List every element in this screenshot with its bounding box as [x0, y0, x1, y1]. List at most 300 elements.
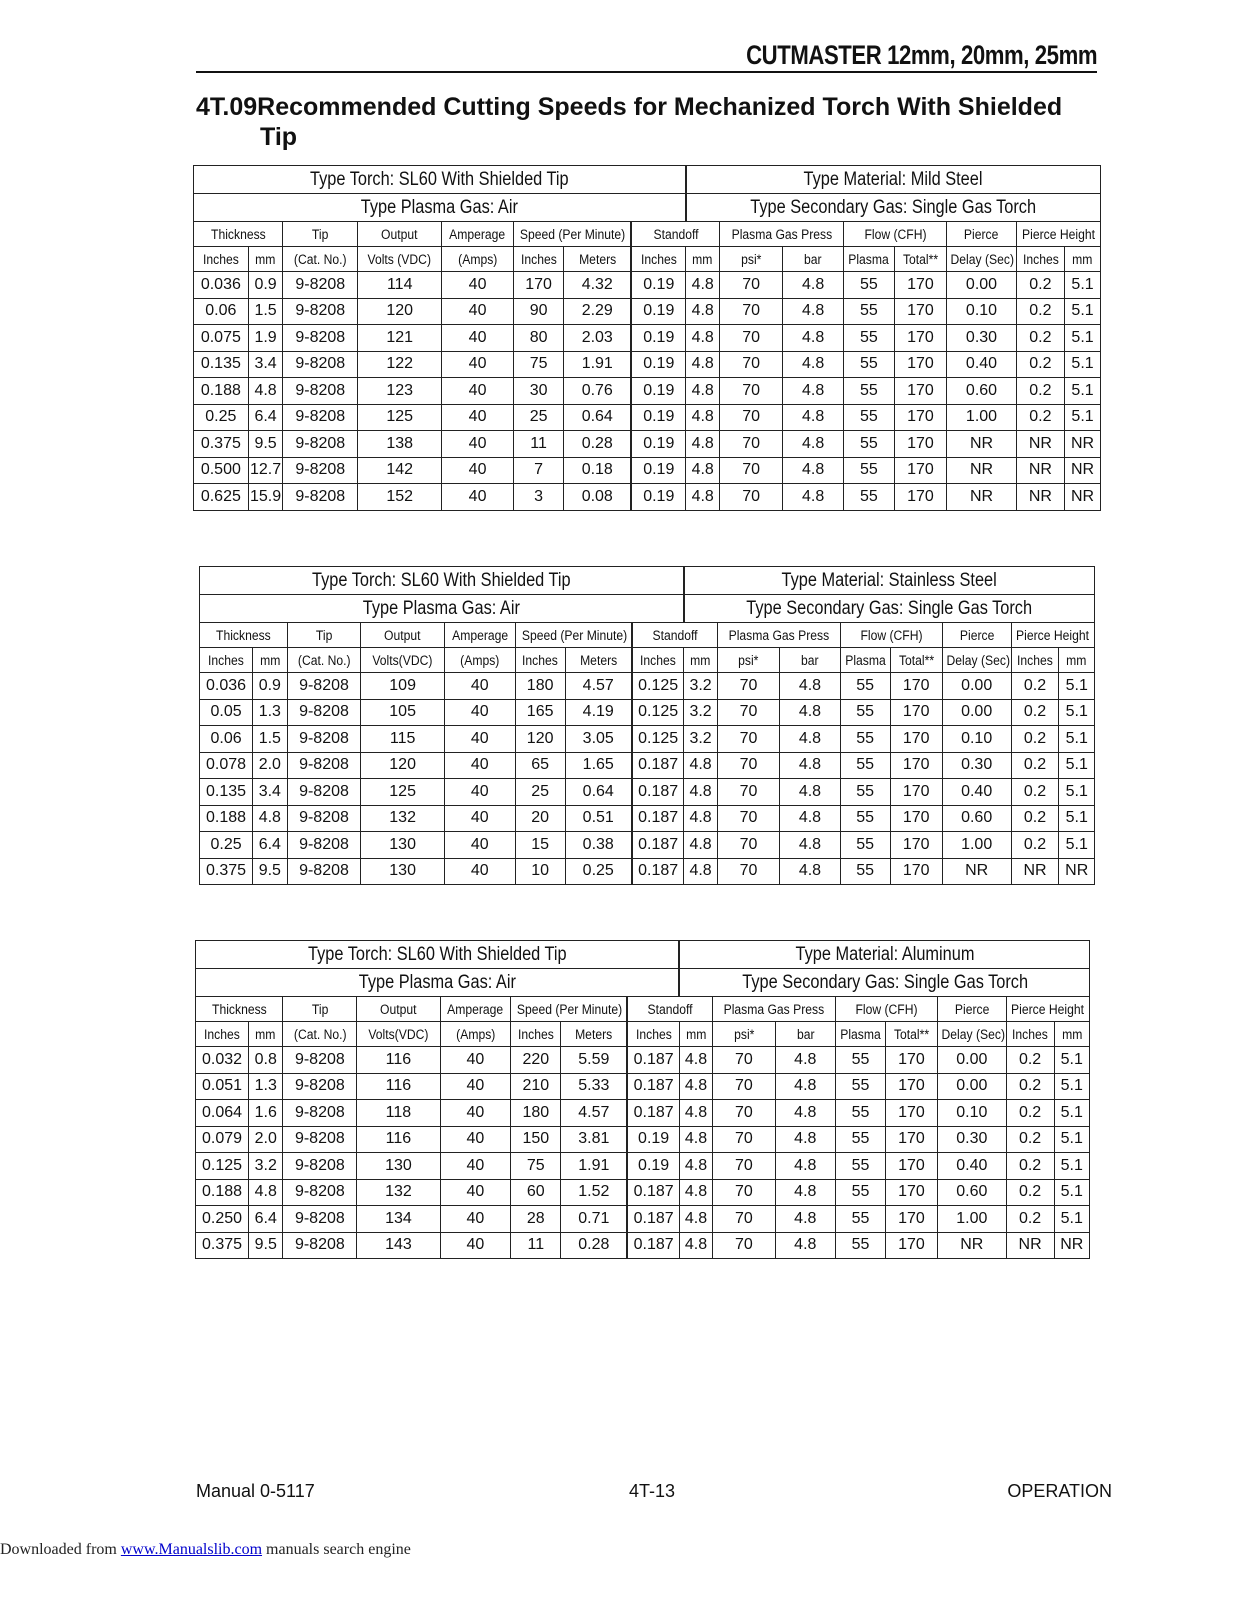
table-cell	[1016, 484, 1064, 511]
table-cell	[686, 351, 720, 378]
secondary-gas-cell	[684, 595, 1095, 623]
table-cell	[564, 484, 631, 511]
table-cell	[561, 1126, 628, 1153]
table-cell	[283, 1100, 357, 1127]
table-cell-text: 0.187	[633, 1103, 674, 1121]
table-cell	[679, 1073, 712, 1100]
table-cell-text: 180	[526, 676, 554, 694]
table-cell-text: 55	[860, 408, 878, 426]
column-sub-header-text: mm	[692, 251, 713, 267]
table-cell-text: 70	[735, 1103, 753, 1121]
column-sub-header	[358, 247, 442, 272]
table-cell	[627, 1073, 679, 1100]
column-sub-header	[283, 1022, 357, 1047]
table-cell-text: 0.2	[1023, 703, 1047, 721]
table-cell-text: 5.1	[1060, 1077, 1083, 1095]
table-cell-text: 55	[856, 703, 875, 721]
table-cell-text: 170	[902, 835, 930, 853]
column-sub-header-text: Inches	[202, 251, 239, 267]
table-cell-text: 0.2	[1018, 1156, 1042, 1174]
table-cell-text: 4.8	[691, 381, 714, 399]
table-cell-text: 6.4	[258, 835, 281, 853]
table-cell	[444, 805, 515, 832]
table-row	[200, 858, 1095, 885]
table-cell	[890, 673, 942, 700]
table-cell-text: 0.05	[210, 703, 242, 721]
table-cell-text: 70	[735, 1130, 753, 1148]
header-title: CUTMASTER 12mm, 20mm, 25mm	[745, 40, 1097, 70]
header-rule	[196, 71, 1097, 73]
table-cell-text: 9-8208	[295, 302, 346, 320]
table-cell-text: 9.5	[254, 434, 277, 452]
cutting-speed-table-aluminum	[195, 940, 1090, 1259]
table-cell-text: 170	[907, 461, 934, 479]
table-cell	[844, 272, 895, 299]
table-cell	[885, 1126, 937, 1153]
table-cell	[686, 325, 720, 352]
table-cell	[835, 1047, 885, 1074]
table-cell-text: 9.5	[254, 1236, 277, 1254]
table-cell-text: 0.2	[1018, 1050, 1042, 1068]
plasma-gas-cell-text: Type Plasma Gas: Air	[362, 597, 521, 619]
table-cell-text: 170	[898, 1209, 925, 1227]
table-cell	[249, 1153, 283, 1180]
table-cell	[885, 1179, 937, 1206]
column-sub-header	[511, 1022, 561, 1047]
table-cell	[840, 673, 890, 700]
table-cell-text: 4.8	[802, 408, 825, 426]
table-cell	[283, 404, 358, 431]
column-sub-header-text: Delay (Sec)	[941, 1026, 1005, 1042]
table-cell	[283, 378, 358, 405]
manualslib-link[interactable]: www.Manualslib.com	[120, 1541, 263, 1558]
section-title-line1: Recommended Cutting Speeds for Mechanized Torch With Shielded	[257, 93, 1063, 121]
table-cell-text: 4.8	[258, 809, 281, 827]
table-cell-text: 0.2	[1023, 782, 1047, 800]
table-cell-text: NR	[1028, 434, 1052, 452]
table-cell-text: 40	[470, 729, 489, 747]
table-cell	[196, 1206, 249, 1233]
table-cell	[679, 1126, 712, 1153]
table-cell	[1054, 1232, 1089, 1259]
table-cell	[720, 431, 783, 458]
table-cell-text: 0.188	[202, 1183, 243, 1201]
table-cell-text: 40	[470, 756, 489, 774]
table-cell	[361, 779, 444, 806]
table-cell	[1011, 699, 1059, 726]
column-group-header-text: Output	[384, 627, 421, 643]
table-cell	[894, 484, 947, 511]
table-cell-text: 70	[735, 1156, 753, 1174]
table-cell	[287, 779, 361, 806]
table-cell	[249, 1047, 283, 1074]
table-cell-text: 4.8	[794, 1156, 817, 1174]
table-cell	[1065, 325, 1101, 352]
table-cell-text: 55	[851, 1236, 870, 1254]
table-cell	[283, 325, 358, 352]
table-cell-text: 3.2	[689, 729, 712, 747]
table-cell	[194, 298, 249, 325]
table-cell	[627, 1206, 679, 1233]
table-cell-text: 9.5	[258, 862, 281, 880]
column-sub-header-text: mm	[255, 1026, 276, 1042]
table-cell-text: 0.19	[638, 1130, 670, 1148]
column-sub-header	[890, 648, 942, 673]
column-sub-header-text: Volts (VDC)	[367, 251, 432, 267]
table-cell-text: 118	[385, 1103, 412, 1121]
table-cell-text: 4.8	[684, 1183, 708, 1201]
table-cell-text: 40	[466, 1130, 485, 1148]
column-sub-header	[440, 1022, 511, 1047]
table-cell	[783, 378, 844, 405]
table-cell-text: 5.59	[578, 1050, 610, 1068]
table-cell-text: 0.2	[1023, 835, 1047, 853]
column-group-header	[835, 997, 937, 1022]
column-group-header	[283, 222, 358, 247]
table-cell	[844, 457, 895, 484]
table-cell	[283, 1232, 357, 1259]
table-cell	[561, 1073, 628, 1100]
table-cell-text: 116	[385, 1050, 412, 1068]
table-cell	[783, 457, 844, 484]
table-row	[194, 484, 1101, 511]
table-cell-text: 55	[851, 1209, 870, 1227]
table-cell-text: 40	[468, 408, 487, 426]
table-cell-text: 0.375	[202, 1236, 243, 1254]
table-cell	[783, 298, 844, 325]
table-cell	[885, 1047, 937, 1074]
table-cell	[194, 351, 249, 378]
table-cell	[720, 457, 783, 484]
column-sub-header-text: Inches	[635, 1026, 672, 1042]
table-cell	[890, 752, 942, 779]
table-cell	[249, 1179, 283, 1206]
table-cell-text: 9-8208	[299, 782, 349, 800]
table-cell	[1006, 1232, 1054, 1259]
table-cell-text: 1.9	[254, 328, 277, 346]
table-cell	[561, 1179, 628, 1206]
table-cell-text: 5.33	[578, 1077, 610, 1095]
table-row	[194, 351, 1101, 378]
column-sub-header-text: mm	[255, 251, 276, 267]
table-cell	[840, 752, 890, 779]
table-cell-text: 4.57	[582, 676, 614, 694]
table-cell-text: 170	[907, 381, 934, 399]
table-cell	[249, 1100, 283, 1127]
table-cell	[679, 1100, 712, 1127]
table-cell-text: 0.10	[956, 1103, 988, 1121]
table-cell-text: 170	[902, 862, 930, 880]
table-cell	[565, 752, 632, 779]
table-cell	[1059, 726, 1095, 753]
table-cell-text: 4.8	[691, 328, 714, 346]
table-cell-text: 4.8	[794, 1209, 817, 1227]
table-cell-text: 0.06	[210, 729, 242, 747]
table-cell-text: 9-8208	[299, 835, 349, 853]
table-cell	[440, 1179, 511, 1206]
table-cell	[200, 699, 253, 726]
column-sub-header-text: (Cat. No.)	[297, 652, 351, 668]
table-cell	[885, 1100, 937, 1127]
table-cell	[835, 1126, 885, 1153]
column-group-header-text: Thickness	[210, 226, 266, 242]
torch-type-cell-text: Type Torch: SL60 With Shielded Tip	[310, 168, 569, 190]
download-note-suffix: manuals search engine	[262, 1541, 411, 1558]
table-cell	[565, 726, 632, 753]
table-cell-text: 4.8	[794, 1130, 817, 1148]
column-sub-header-text: bar	[804, 251, 822, 267]
table-cell-text: 0.00	[961, 676, 993, 694]
column-sub-header-text: Inches	[1022, 251, 1059, 267]
table-cell-text: 0.125	[638, 729, 679, 747]
table-cell-text: 4.8	[684, 1077, 708, 1095]
table-cell-text: 3	[534, 487, 544, 505]
table-cell-text: 70	[739, 809, 758, 827]
table-cell-text: 0.187	[633, 1077, 674, 1095]
column-sub-header-text: psi*	[733, 1026, 755, 1042]
table-cell-text: NR	[1071, 461, 1095, 479]
table-row	[196, 1206, 1090, 1233]
table-cell-text: 9-8208	[294, 1183, 345, 1201]
table-cell	[361, 805, 444, 832]
table-cell	[200, 805, 253, 832]
table-cell-text: 5.1	[1060, 1103, 1083, 1121]
table-cell-text: 4.8	[254, 1183, 277, 1201]
table-cell-text: 0.125	[638, 703, 679, 721]
table-cell	[1059, 673, 1095, 700]
table-cell	[631, 298, 686, 325]
table-cell-text: 9-8208	[295, 328, 346, 346]
table-cell-text: 0.2	[1029, 381, 1052, 399]
table-cell-text: 4.8	[691, 302, 714, 320]
table-cell-text: 4.8	[689, 862, 712, 880]
table-cell-text: 5.1	[1065, 756, 1088, 774]
table-cell	[196, 1126, 249, 1153]
column-sub-header	[686, 247, 720, 272]
column-sub-header-text: (Amps)	[457, 251, 498, 267]
table-cell	[783, 484, 844, 511]
table-cell-text: 0.188	[206, 809, 247, 827]
download-note	[0, 1541, 411, 1559]
table-cell-text: 0.078	[206, 756, 247, 774]
table-cell	[780, 699, 840, 726]
table-cell	[515, 752, 565, 779]
column-group-header-text: Speed (Per Minute)	[521, 627, 627, 643]
column-group-header	[717, 623, 840, 648]
table-cell-text: 170	[907, 275, 934, 293]
table-cell-text: 4.8	[684, 1236, 708, 1254]
table-cell-text: 4.8	[689, 756, 712, 774]
table-cell	[627, 1047, 679, 1074]
table-cell	[444, 699, 515, 726]
table-cell-text: 40	[468, 302, 487, 320]
table-cell-text: 1.6	[254, 1103, 277, 1121]
table-cell-text: 0.71	[578, 1209, 610, 1227]
table-cell	[679, 1179, 712, 1206]
table-cell	[947, 484, 1016, 511]
table-cell	[632, 832, 684, 859]
table-cell-text: 40	[466, 1156, 485, 1174]
column-sub-header-text: mm	[259, 652, 280, 668]
table-row	[200, 726, 1095, 753]
table-cell-text: 1.5	[254, 302, 277, 320]
table-cell	[515, 858, 565, 885]
table-cell-text: 70	[742, 487, 760, 505]
table-cell-text: 40	[466, 1103, 485, 1121]
table-cell	[631, 457, 686, 484]
table-cell-text: 60	[526, 1183, 545, 1201]
table-row	[196, 1126, 1090, 1153]
table-cell-text: 4.8	[691, 408, 714, 426]
table-cell-text: 70	[735, 1236, 753, 1254]
table-cell	[684, 673, 717, 700]
table-cell-text: 0.2	[1018, 1077, 1042, 1095]
column-group-header	[511, 997, 628, 1022]
table-cell	[775, 1179, 835, 1206]
table-cell	[775, 1153, 835, 1180]
table-cell-text: 170	[902, 756, 930, 774]
table-cell	[713, 1232, 775, 1259]
table-cell-text: 15	[531, 835, 550, 853]
table-cell-text: 40	[470, 835, 489, 853]
table-cell	[1054, 1073, 1089, 1100]
table-cell	[835, 1179, 885, 1206]
table-cell	[783, 431, 844, 458]
column-group-header-text: Pierce	[954, 1001, 990, 1017]
table-cell	[1016, 404, 1064, 431]
table-cell	[1006, 1047, 1054, 1074]
table-cell	[444, 752, 515, 779]
table-cell-text: 170	[525, 275, 552, 293]
table-cell	[564, 431, 631, 458]
table-cell-text: 0.00	[961, 703, 993, 721]
table-cell	[840, 858, 890, 885]
table-cell	[632, 858, 684, 885]
column-sub-header-text: psi*	[740, 251, 762, 267]
table-cell	[358, 378, 442, 405]
table-cell	[713, 1206, 775, 1233]
table-cell-text: 0.250	[202, 1209, 243, 1227]
table-cell	[513, 484, 564, 511]
table-cell-text: 1.91	[581, 355, 613, 373]
table-cell-text: 4.8	[802, 328, 825, 346]
column-sub-header	[713, 1022, 775, 1047]
table-cell-text: 0.19	[643, 275, 675, 293]
table-cell	[1006, 1153, 1054, 1180]
table-cell-text: 5.1	[1071, 408, 1094, 426]
table-cell-text: 4.8	[798, 703, 822, 721]
table-cell	[686, 431, 720, 458]
table-cell-text: 0.19	[643, 302, 675, 320]
table-row	[200, 779, 1095, 806]
table-cell	[1065, 484, 1101, 511]
table-cell	[937, 1179, 1006, 1206]
table-cell	[357, 1232, 440, 1259]
table-cell-text: 4.8	[802, 461, 825, 479]
table-cell-text: 0.079	[202, 1130, 243, 1148]
table-cell	[885, 1153, 937, 1180]
table-cell	[686, 484, 720, 511]
table-cell	[1016, 431, 1064, 458]
table-cell	[361, 699, 444, 726]
table-cell-text: 40	[468, 355, 487, 373]
table-cell-text: 0.2	[1029, 328, 1052, 346]
table-cell	[942, 699, 1011, 726]
table-cell-text: 130	[385, 1156, 412, 1174]
table-cell-text: NR	[969, 461, 994, 479]
table-cell-text: 40	[470, 676, 489, 694]
column-sub-header	[844, 247, 895, 272]
table-cell-text: 40	[466, 1209, 485, 1227]
table-cell-text: 70	[739, 676, 758, 694]
table-cell-text: 5.1	[1060, 1130, 1083, 1148]
table-cell	[283, 1047, 357, 1074]
table-cell	[196, 1047, 249, 1074]
table-cell-text: 5.1	[1065, 809, 1088, 827]
table-cell-text: 6.4	[254, 1209, 277, 1227]
table-cell-text: 4.8	[684, 1209, 708, 1227]
table-cell	[358, 298, 442, 325]
table-cell	[679, 1206, 712, 1233]
column-group-header	[627, 997, 712, 1022]
table-cell-text: 55	[856, 729, 875, 747]
column-sub-header	[200, 648, 253, 673]
table-cell-text: 4.8	[802, 487, 825, 505]
table-cell-text: 9-8208	[295, 408, 346, 426]
table-cell	[632, 752, 684, 779]
column-group-header-text: Output	[380, 1001, 417, 1017]
table-cell	[717, 726, 780, 753]
cutting-speed-table-mild-steel	[193, 165, 1101, 511]
table-cell-text: 0.2	[1029, 302, 1052, 320]
table-cell	[631, 484, 686, 511]
table-cell-text: 0.38	[582, 835, 614, 853]
table-cell	[440, 1073, 511, 1100]
table-cell	[631, 404, 686, 431]
column-sub-header-text: Inches	[520, 251, 557, 267]
table-cell	[713, 1126, 775, 1153]
table-cell	[947, 325, 1016, 352]
table-cell-text: 40	[468, 275, 487, 293]
table-cell	[627, 1179, 679, 1206]
table-cell-text: 0.187	[633, 1209, 674, 1227]
table-cell-text: 105	[389, 703, 416, 721]
table-cell	[442, 351, 514, 378]
table-row	[196, 1073, 1090, 1100]
table-cell	[684, 858, 717, 885]
table-cell	[361, 858, 444, 885]
table-cell	[444, 779, 515, 806]
table-cell-text: NR	[1028, 461, 1052, 479]
table-cell	[358, 404, 442, 431]
table-cell-text: 55	[860, 434, 878, 452]
table-cell	[632, 805, 684, 832]
table-cell	[200, 726, 253, 753]
table-cell-text: 0.187	[638, 835, 679, 853]
table-cell	[947, 298, 1016, 325]
table-cell	[1016, 378, 1064, 405]
table-cell	[775, 1126, 835, 1153]
table-cell-text: 0.30	[961, 756, 993, 774]
table-cell	[632, 779, 684, 806]
column-sub-header	[835, 1022, 885, 1047]
plasma-gas-cell	[200, 595, 684, 623]
table-cell-text: 4.8	[794, 1050, 817, 1068]
table-cell-text: 0.375	[206, 862, 247, 880]
table-cell-text: 0.18	[581, 461, 613, 479]
table-cell-text: 9-8208	[299, 756, 349, 774]
column-group-header-text: Amperage	[449, 226, 506, 242]
